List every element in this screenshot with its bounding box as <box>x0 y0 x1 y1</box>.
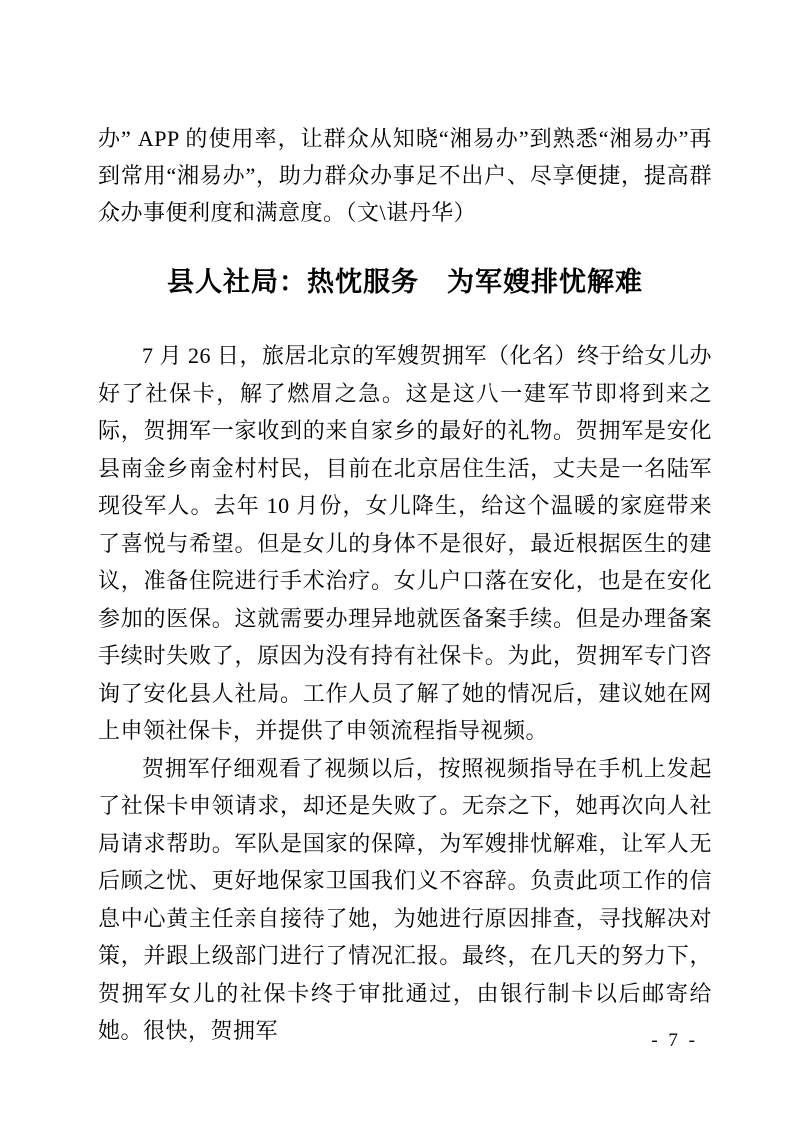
article-paragraph-1: 7 月 26 日，旅居北京的军嫂贺拥军（化名）终于给女儿办好了社保卡，解了燃眉之急。这是这八一建军节即将到来之际，贺拥军一家收到的来自家乡的最好的礼物。贺拥军是安化县南金乡南金村村民，目前在北京居住生活，丈夫是一名陆军现役军人。去年 10 月份，女儿降生，给这个温暖的家庭带来了喜悦与希望。但是女儿的身体不是很好，最近根据医生的建议，准备住院进行手术治疗。女儿户口落在安化，也是在安化参加的医保。这就需要办理异地就医备案手续。但是办理备案手续时失败了，原因为没有持有社保卡。为此，贺拥军专门咨询了安化县人社局。工作人员了解了她的情况后，建议她在网上申领社保卡，并提供了申领流程指导视频。 <box>98 343 713 743</box>
article-paragraph-2: 贺拥军仔细观看了视频以后，按照视频指导在手机上发起了社保卡申领请求，却还是失败了。无奈之下，她再次向人社局请求帮助。军队是国家的保障，为军嫂排忧解难，让军人无后顾之忧、更好地保家卫国我们义不容辞。负责此项工作的信息中心黄主任亲自接待了她，为她进行原因排查，寻找解决对策，并跟上级部门进行了情况汇报。最终，在几天的努力下，贺拥军女儿的社保卡终于审批通过，由银行制卡以后邮寄给她。很快，贺拥军 <box>98 755 712 1043</box>
intro-paragraph: 办” APP 的使用率，让群众从知晓“湘易办”到熟悉“湘易办”再到常用“湘易办”，助力群众办事足不出户、尽享便捷，提高群众办事便利度和满意度。（文\谌丹华） <box>98 126 713 225</box>
page-number: - 7 - <box>651 1030 698 1051</box>
article-heading: 县人社局：热忱服务 为军嫂排忧解难 <box>167 267 643 297</box>
